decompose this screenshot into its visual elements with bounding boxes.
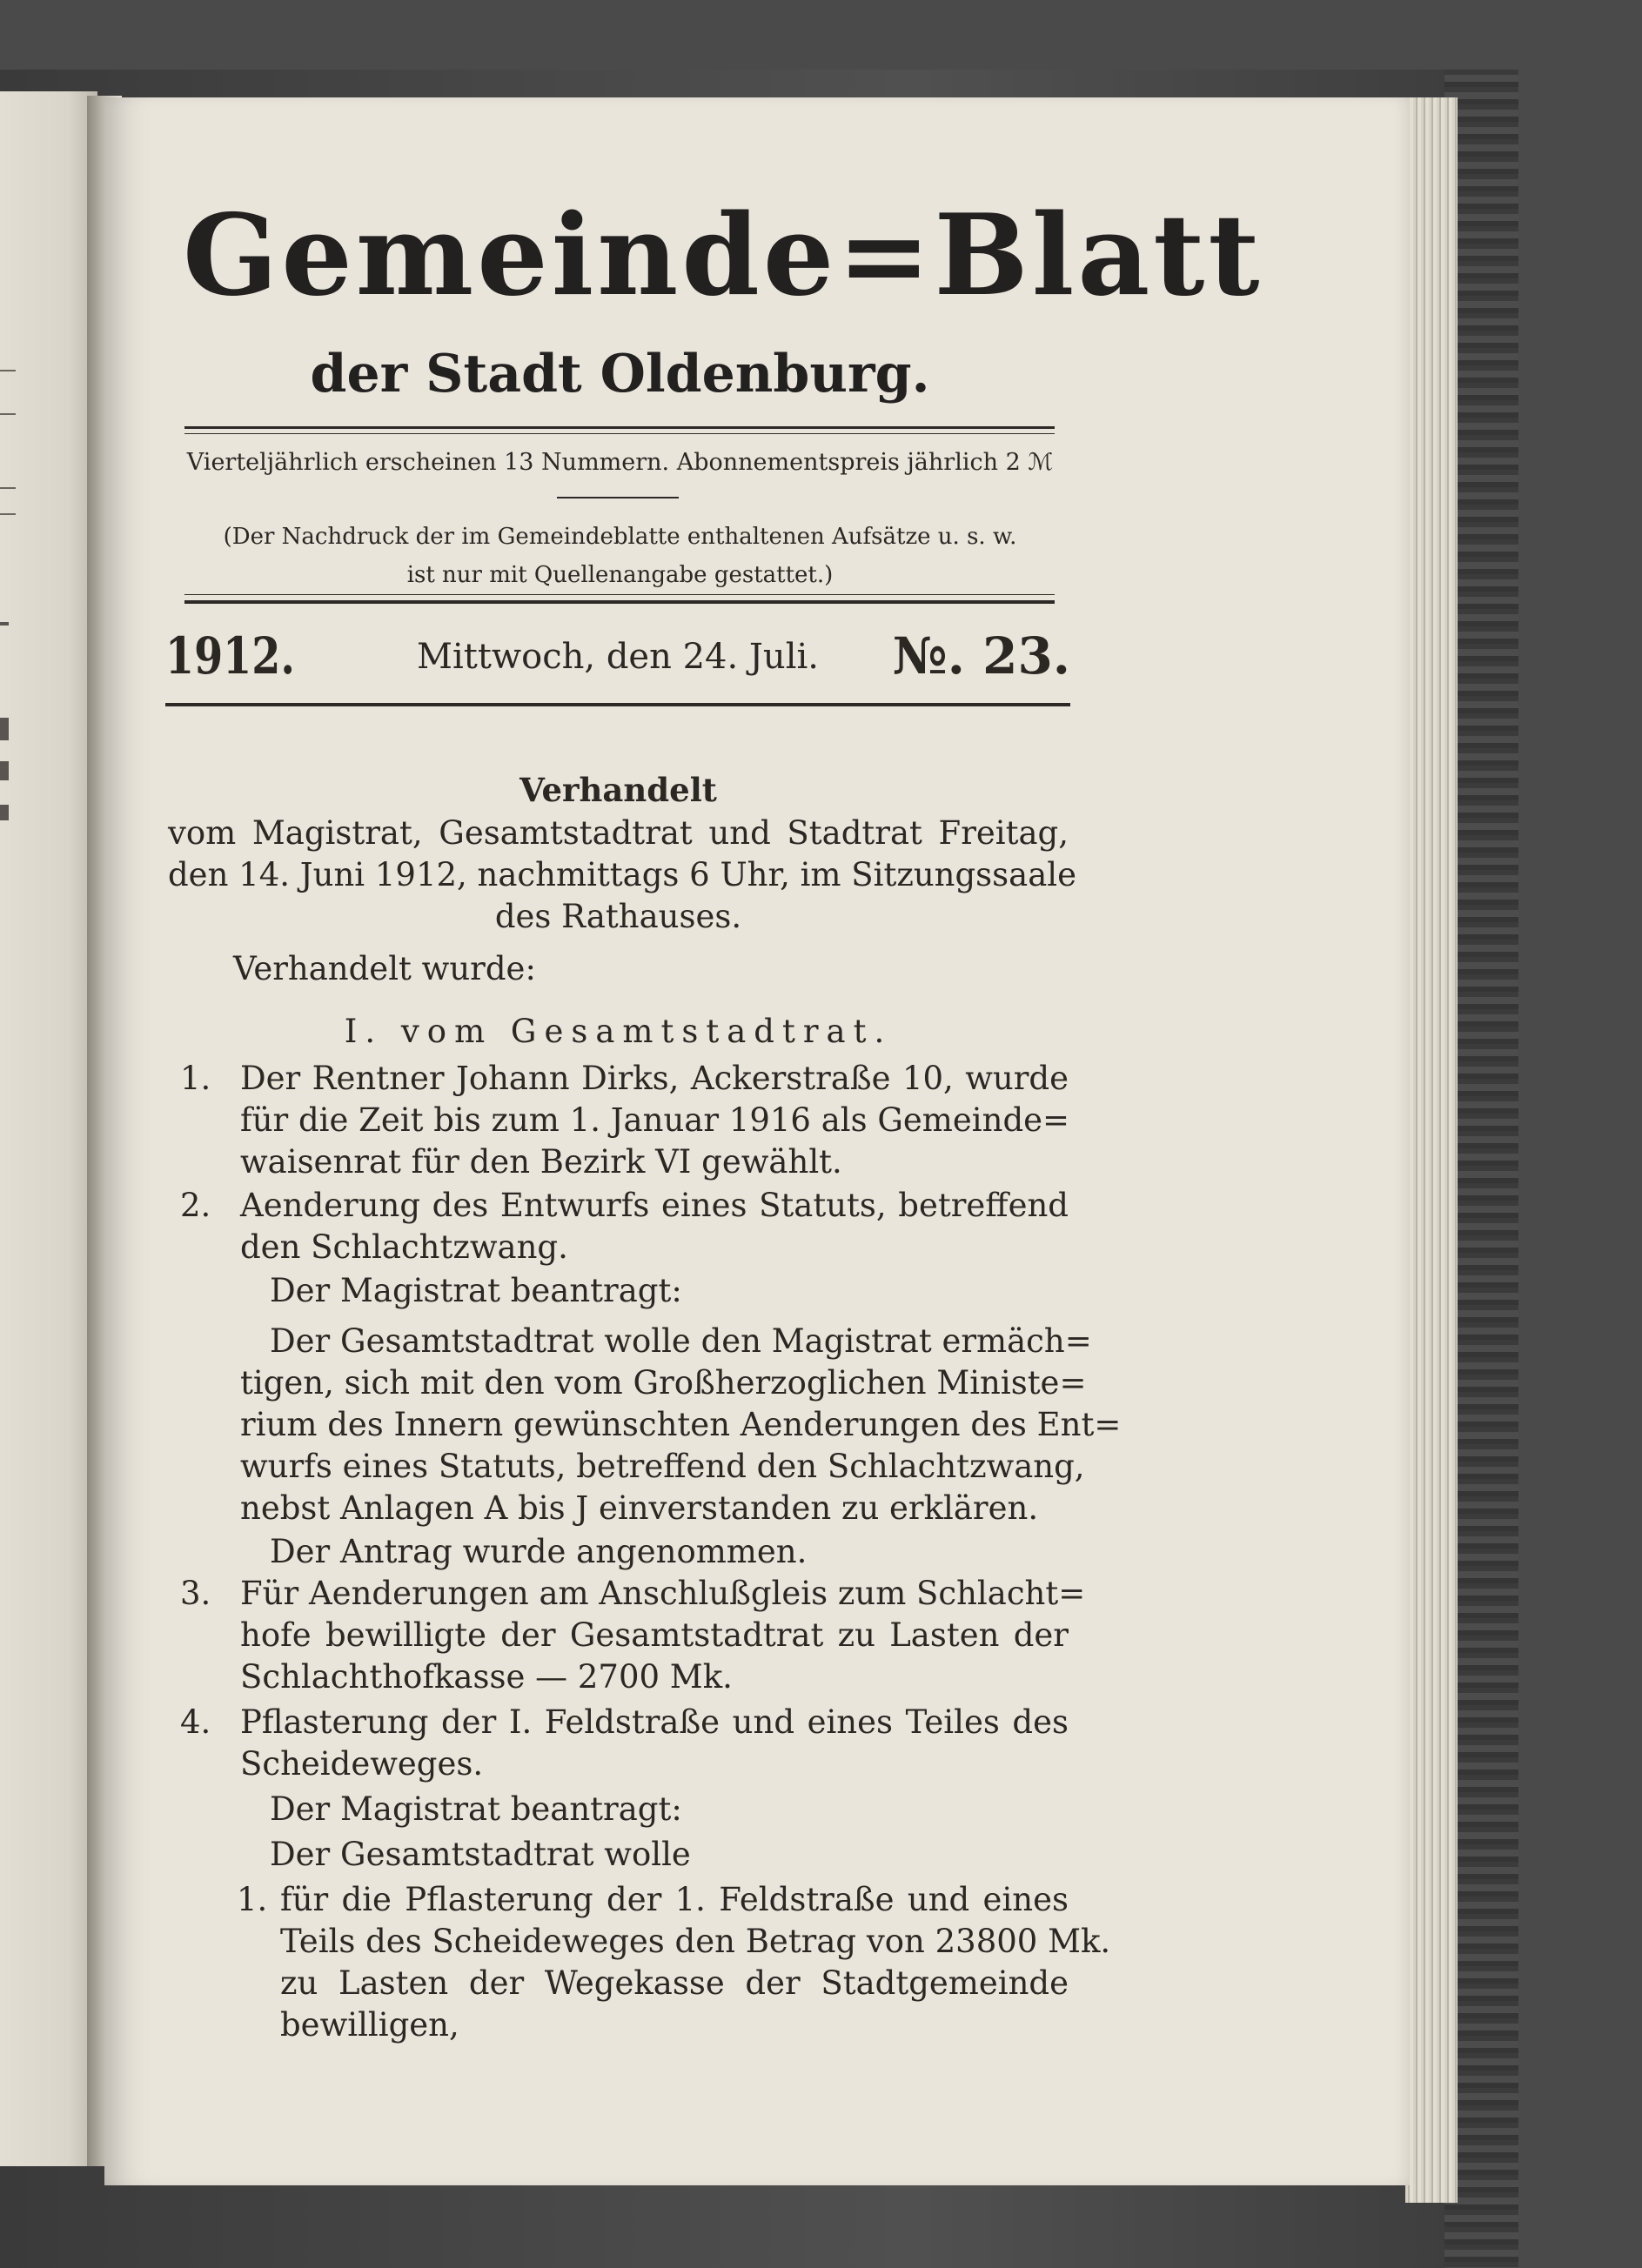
masthead-subtitle: der Stadt Oldenburg. [310,344,930,405]
item-number: 3. [180,1575,211,1612]
issue-row [165,626,1070,696]
item-line: Aenderung des Entwurfs eines Statuts, betreffend [240,1187,1069,1224]
item-line: Schlachthofkasse — 2700 Mk. [240,1658,733,1696]
reprint-notice-line-1: (Der Nachdruck der im Gemeindeblatte enthaltenen Aufsätze u. s. w. [223,524,1017,550]
item-number: 2. [180,1187,211,1224]
issue-year: 1912. [165,626,295,686]
item-line: für die Zeit bis zum 1. Januar 1916 als Gemeinde= [240,1101,1070,1139]
motion-result: Der Antrag wurde angenommen. [270,1533,808,1570]
section-heading: Verhandelt [519,771,717,809]
header-rule-thin [184,594,1055,595]
motion-wolle: Der Gesamtstadtrat wolle [270,1836,691,1873]
page-stack-edge [1405,97,1458,2203]
reprint-notice-line-2: ist nur mit Quellenangabe gestattet.) [406,562,834,588]
item-number: 4. [180,1703,211,1741]
item-line: den Schlachtzwang. [240,1228,568,1266]
header-rule-thick [184,600,1055,604]
motion-line: nebst Anlagen A bis J einverstanden zu erklären. [240,1489,1039,1527]
item-line: hofe bewilligte der Gesamtstadtrat zu Lasten der [240,1616,1069,1654]
subscription-line: Vierteljährlich erscheinen 13 Nummern. Abonnementspreis jährlich 2 ℳ [186,449,1054,476]
motion-line: Der Gesamtstadtrat wolle den Magistrat ermäch= [270,1322,1092,1360]
left-page-edge [0,91,97,2166]
item-line: Der Rentner Johann Dirks, Ackerstraße 10, wurde [240,1060,1069,1097]
motion-line: wurfs eines Statuts, betreffend den Schlachtzwang, [240,1448,1085,1485]
intro-line: den 14. Juni 1912, nachmittags 6 Uhr, im Sitzungssaale [168,856,1076,893]
verhandelt-wurde: Verhandelt wurde: [233,950,536,987]
issue-date: Mittwoch, den 24. Juli. [417,637,819,677]
sub-item-line: für die Pflasterung der 1. Feldstraße und eines [280,1881,1069,1918]
masthead-title: Gemeinde=Blatt [183,191,1263,321]
item-line: waisenrat für den Bezirk VI gewählt. [240,1143,842,1181]
item-line: Für Aenderungen am Anschlußgleis zum Schlacht= [240,1575,1086,1612]
motion-line: rium des Innern gewünschten Aenderungen des Ent= [240,1406,1122,1443]
item-line: Scheideweges. [240,1745,484,1783]
short-divider [557,497,679,498]
sub-item-line: Teils des Scheideweges den Betrag von 23800 Mk. [280,1923,1111,1960]
sub-item-number: 1. [237,1881,268,1918]
motion-intro: Der Magistrat beantragt: [270,1272,682,1309]
motion-intro: Der Magistrat beantragt: [270,1790,682,1828]
intro-line: des Rathauses. [494,898,742,935]
item-line: Pflasterung der I. Feldstraße und eines Teiles des [240,1703,1069,1741]
masthead-rule-top [184,426,1055,429]
reprint-notice [183,518,1057,594]
intro-line: vom Magistrat, Gesamtstadtrat und Stadtrat Freitag, [168,814,1069,852]
motion-line: tigen, sich mit den vom Großherzoglichen Ministe= [240,1364,1087,1402]
section-title: I. vom Gesamtstadtrat. [344,1013,893,1050]
issue-number: №. 23. [892,626,1070,686]
sub-item-line: bewilligen, [280,2006,459,2044]
issue-rule [165,703,1070,706]
sub-item-line: zu Lasten der Wegekasse der Stadtgemeinde [280,1964,1069,2002]
masthead-rule-top-thin [184,433,1055,434]
item-number: 1. [180,1060,211,1097]
